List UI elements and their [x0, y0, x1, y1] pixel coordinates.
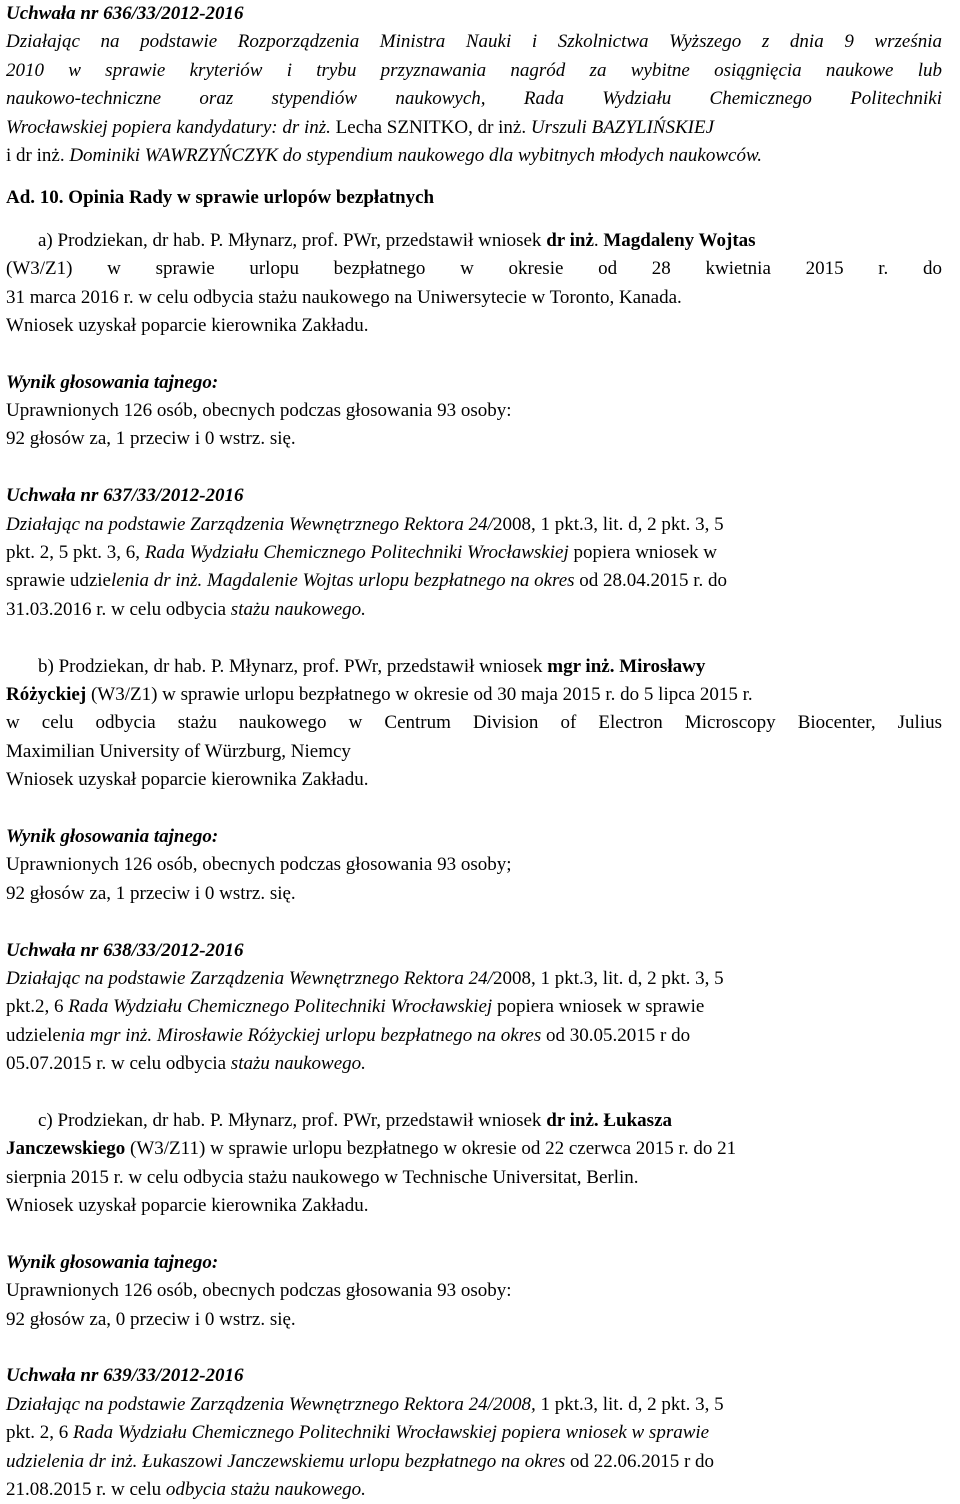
request-c-line-1: c) Prodziekan, dr hab. P. Młynarz, prof. PWr, przedstawił wniosek dr inż. Łukasza — [38, 1109, 673, 1131]
resolution-637-title: Uchwała nr 637/33/2012-2016 — [6, 485, 244, 507]
request-b-line-3: w celu odbycia stażu naukowego w Centrum Division of Electron Microscopy Biocenter, Julius — [6, 712, 942, 734]
resolution-636 — [6, 0, 942, 170]
request-a-line-1: a) Prodziekan, dr hab. P. Młynarz, prof. PWr, przedstawił wniosek dr inż. Magdaleny Wojtas — [38, 229, 756, 251]
agenda-item-heading: Ad. 10. Opinia Rady w sprawie urlopów bezpłatnych — [6, 187, 435, 209]
request-b-vote-heading: Wynik głosowania tajnego: — [6, 825, 219, 847]
request-b-vote-1: Uprawnionych 126 osób, obecnych podczas głosowania 93 osoby; — [6, 854, 512, 876]
request-a-line-2: (W3/Z1) w sprawie urlopu bezpłatnego w okresie od 28 kwietnia 2015 r. do — [6, 258, 942, 280]
request-a-line-3: 31 marca 2016 r. w celu odbycia stażu naukowego na Uniwersytecie w Toronto, Kanada. — [6, 286, 682, 308]
request-c-vote-heading: Wynik głosowania tajnego: — [6, 1251, 219, 1273]
request-c-vote-1: Uprawnionych 126 osób, obecnych podczas głosowania 93 osoby: — [6, 1280, 512, 1302]
resolution-639 — [6, 1362, 942, 1504]
resolution-639-line-4: 21.08.2015 r. w celu odbycia stażu naukowego. — [6, 1478, 366, 1500]
request-c — [6, 1107, 942, 1334]
request-a-vote-2: 92 głosów za, 1 przeciw i 0 wstrz. się. — [6, 428, 296, 450]
request-a-line-4: Wniosek uzyskał poparcie kierownika Zakładu. — [6, 314, 369, 336]
request-b-line-2: Różyckiej (W3/Z1) w sprawie urlopu bezpłatnego w okresie od 30 maja 2015 r. do 5 lipca 2015 r. — [6, 683, 753, 705]
resolution-636-line-5: i dr inż. Dominiki WAWRZYŃCZYK do stypendium naukowego dla wybitnych młodych naukowców. — [6, 144, 762, 166]
request-b-vote-2: 92 głosów za, 1 przeciw i 0 wstrz. się. — [6, 882, 296, 904]
request-a — [6, 227, 942, 454]
request-a-vote-heading: Wynik głosowania tajnego: — [6, 371, 219, 393]
resolution-639-line-3: udzielenia dr inż. Łukaszowi Janczewskiemu urlopu bezpłatnego na okres od 22.06.2015 r do — [6, 1450, 715, 1472]
request-b — [6, 653, 942, 909]
resolution-639-title: Uchwała nr 639/33/2012-2016 — [6, 1365, 244, 1387]
resolution-636-title: Uchwała nr 636/33/2012-2016 — [6, 3, 244, 24]
request-c-line-3: sierpnia 2015 r. w celu odbycia stażu naukowego w Technische Universitat, Berlin. — [6, 1166, 639, 1188]
resolution-638-title: Uchwała nr 638/33/2012-2016 — [6, 939, 244, 961]
request-b-line-1: b) Prodziekan, dr hab. P. Młynarz, prof. PWr, przedstawił wniosek mgr inż. Mirosławy — [38, 655, 706, 677]
resolution-637-line-1: Działając na podstawie Zarządzenia Wewnętrznego Rektora 24/2008, 1 pkt.3, lit. d, 2 pkt. 3, 5 — [6, 513, 724, 535]
resolution-638-line-2: pkt.2, 6 Rada Wydziału Chemicznego Politechniki Wrocławskiej popiera wniosek w sprawie — [6, 996, 705, 1018]
resolution-637-line-3: sprawie udzielenia dr inż. Magdalenie Wojtas urlopu bezpłatnego na okres od 28.04.2015 r. do — [6, 570, 728, 592]
request-c-line-2: Janczewskiego (W3/Z11) w sprawie urlopu bezpłatnego w okresie od 22 czerwca 2015 r. do 21 — [6, 1138, 737, 1160]
resolution-639-line-1: Działając na podstawie Zarządzenia Wewnętrznego Rektora 24/2008, 1 pkt.3, lit. d, 2 pkt. 3, 5 — [6, 1393, 724, 1415]
resolution-637 — [6, 482, 942, 624]
request-c-vote-2: 92 głosów za, 0 przeciw i 0 wstrz. się. — [6, 1308, 296, 1330]
request-a-vote-1: Uprawnionych 126 osób, obecnych podczas głosowania 93 osoby: — [6, 400, 512, 422]
resolution-636-line-4: Wrocławskiej popiera kandydatury: dr inż. Lecha SZNITKO, dr inż. Urszuli BAZYLIŃSKIEJ — [6, 116, 715, 138]
request-b-line-4: Maximilian University of Würzburg, Niemcy — [6, 740, 351, 762]
request-b-line-5: Wniosek uzyskał poparcie kierownika Zakładu. — [6, 769, 369, 791]
resolution-636-line-1: Działając na podstawie Rozporządzenia Ministra Nauki i Szkolnictwa Wyższego z dnia 9 września — [6, 31, 942, 53]
request-c-line-4: Wniosek uzyskał poparcie kierownika Zakładu. — [6, 1195, 369, 1217]
resolution-639-line-2: pkt. 2, 6 Rada Wydziału Chemicznego Politechniki Wrocławskiej popiera wniosek w sprawie — [6, 1422, 710, 1444]
resolution-636-line-3: naukowo-techniczne oraz stypendiów naukowych, Rada Wydziału Chemicznego Politechniki — [6, 88, 942, 110]
resolution-638-line-3: udzielenia mgr inż. Mirosławie Różyckiej urlopu bezpłatnego na okres od 30.05.2015 r do — [6, 1024, 691, 1046]
resolution-638-line-1: Działając na podstawie Zarządzenia Wewnętrznego Rektora 24/2008, 1 pkt.3, lit. d, 2 pkt. 3, 5 — [6, 967, 724, 989]
resolution-638 — [6, 937, 942, 1079]
resolution-637-line-4: 31.03.2016 r. w celu odbycia stażu naukowego. — [6, 598, 366, 620]
resolution-637-line-2: pkt. 2, 5 pkt. 3, 6, Rada Wydziału Chemicznego Politechniki Wrocławskiej popiera wniosek w — [6, 542, 718, 564]
resolution-638-line-4: 05.07.2015 r. w celu odbycia stażu naukowego. — [6, 1053, 366, 1075]
resolution-636-line-2: 2010 w sprawie kryteriów i trybu przyznawania nagród za wybitne osiągnięcia naukowe lub — [6, 59, 942, 81]
